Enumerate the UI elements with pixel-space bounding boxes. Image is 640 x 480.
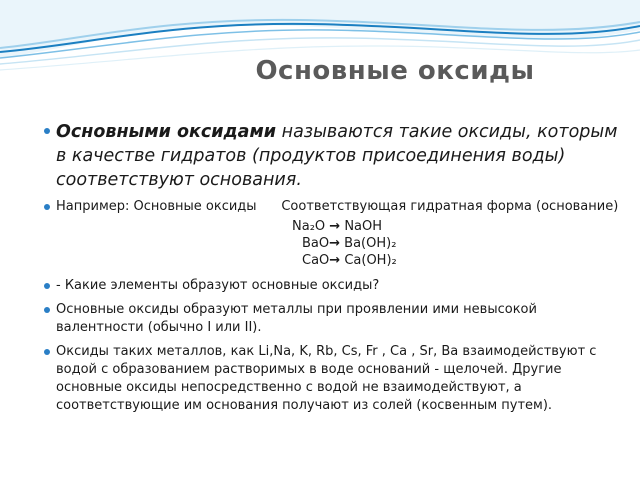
question-text: - Какие элементы образуют основные оксиды? <box>56 278 380 293</box>
bullet-dot-icon <box>44 349 50 355</box>
hydroxide-formula: Ba(OH)₂ <box>344 236 397 251</box>
question-item <box>14 277 628 295</box>
slide-title: Основные оксиды <box>255 56 535 86</box>
formula-row <box>292 218 628 235</box>
formula-row <box>292 235 628 252</box>
bullet-dot-icon <box>44 204 50 210</box>
definition-text: называются такие оксиды, которым в качестве гидратов (продуктов присоединения воды) соответствуют основания. <box>56 122 618 190</box>
slide-content <box>14 120 628 415</box>
definition-term: Основными оксидами <box>56 122 277 142</box>
example-item <box>14 198 628 216</box>
paragraph-text: Оксиды таких металлов, как Li,Na, K, Rb, Cs, Fr , Ca , Sr, Ba взаимодействуют с водой с образованием растворимых в воде оснований - щелочей. Другие основные оксиды непосредственно с водой не взаимодействуют, а соответствующие им основания получают из солей (косвенным путем). <box>56 344 597 413</box>
hydroxide-formula: NaOH <box>344 219 383 234</box>
arrow-icon: → <box>329 253 341 268</box>
bullet-dot-icon <box>44 283 50 289</box>
arrow-icon: → <box>329 236 341 251</box>
oxide-formula: BaO <box>302 236 330 251</box>
answer-item <box>14 301 628 337</box>
bullet-dot-icon <box>44 128 50 134</box>
hydroxide-formula: Ca(OH)₂ <box>344 253 397 268</box>
arrow-icon: → <box>329 219 341 234</box>
oxide-formula: Na₂O <box>292 219 326 234</box>
answer-text: Основные оксиды образуют металлы при проявлении ими невысокой валентности (обычно I или II). <box>56 302 537 335</box>
definition-item <box>14 120 628 192</box>
example-label: Например: Основные оксиды Соответствующая гидратная форма (основание) <box>56 199 619 214</box>
formula-list <box>14 218 628 269</box>
oxide-formula: CaO <box>302 253 330 268</box>
bullet-dot-icon <box>44 307 50 313</box>
paragraph-item <box>14 343 628 415</box>
formula-row <box>292 252 628 269</box>
